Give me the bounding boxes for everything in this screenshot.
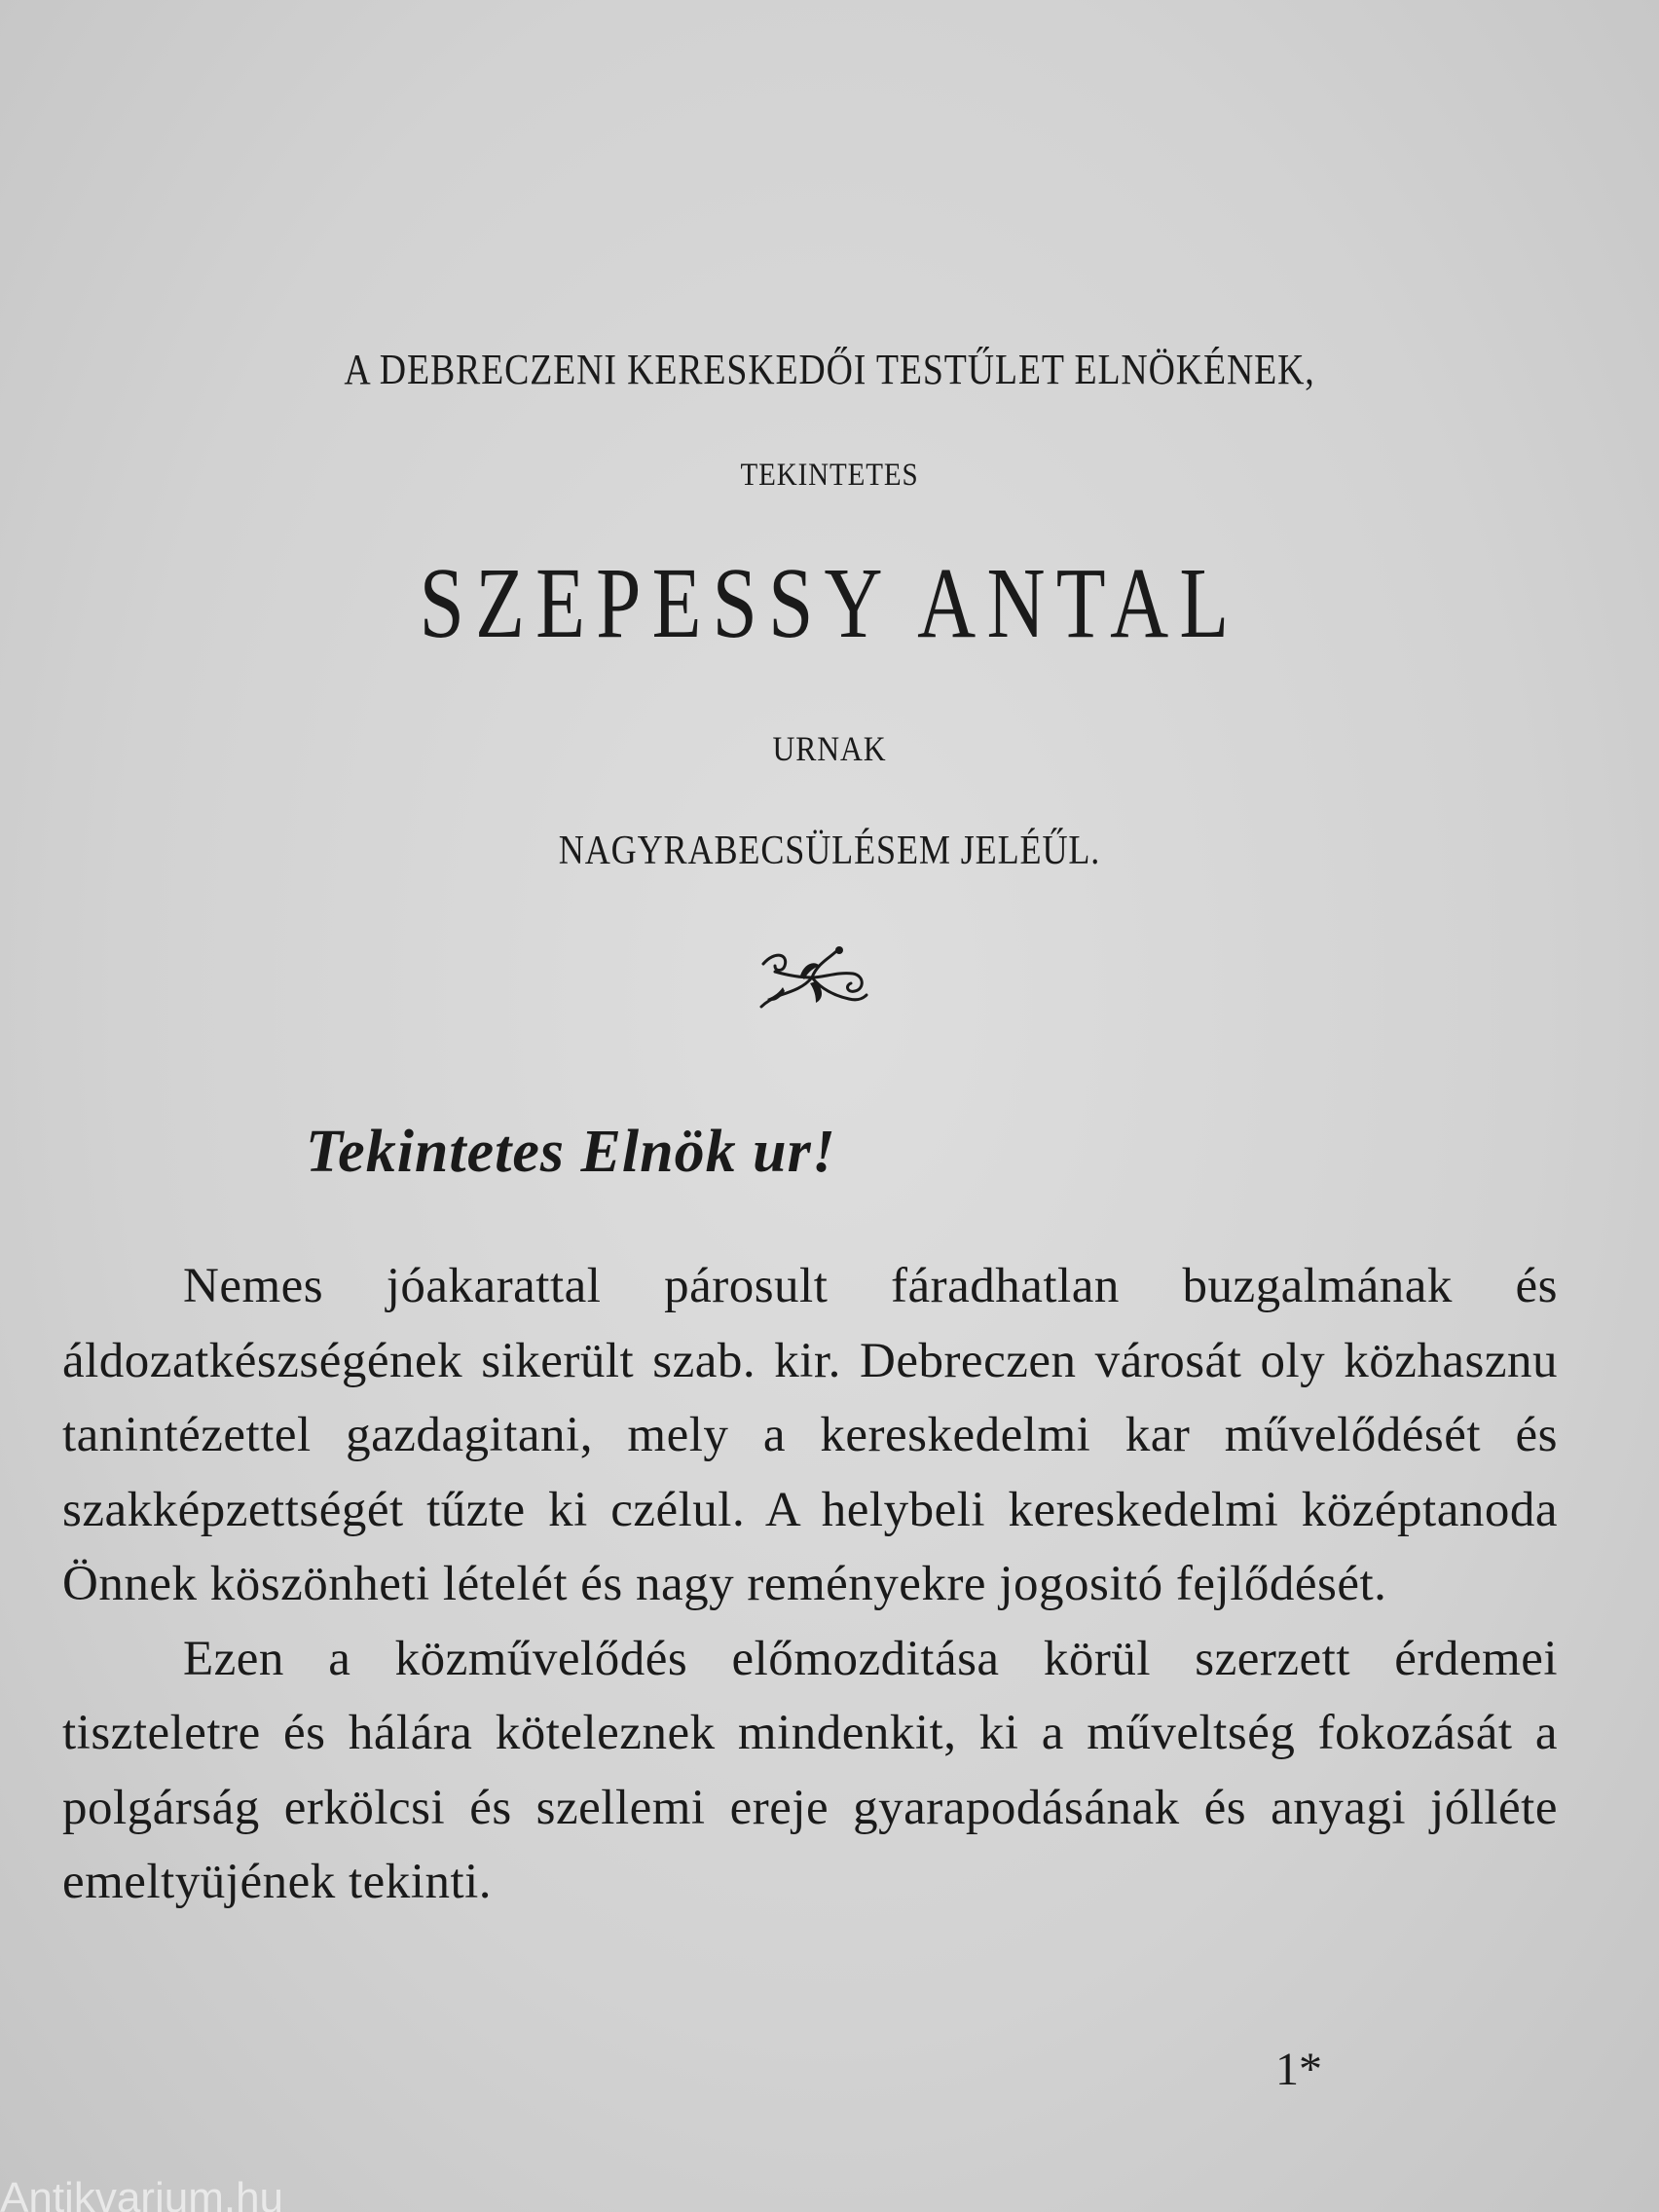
dedication-honorific: TEKINTETES [740, 458, 919, 493]
watermark: Antikvarium.hu [0, 2177, 284, 2212]
dedication-urnak: URNAK [772, 729, 887, 768]
dedication-name: SZEPESSY ANTAL [419, 547, 1240, 659]
page-number: 1* [1275, 2044, 1322, 2095]
paragraph-2: Ezen a közművelődés előmozditása körül szerzett érdemei tiszteletre és hálára köteleznek mindenkit, ki a műveltség fokozását a polgárság erkölcsi és szellemi ereje gyarapodásának és anyagi jólléte emeltyüjének tekinti. [62, 1631, 1558, 1909]
salutation: Tekintetes Elnök ur! [306, 1119, 836, 1185]
dedication-recipient-title: A DEBRECZENI KERESKEDŐI TESTŰLET ELNÖKÉNEK, [344, 346, 1315, 393]
paragraph-1: Nemes jóakarattal párosult fáradhatlan buzgalmának és áldozatkészségének sikerült szab. kir. Debreczen városát oly közhasznu tanintézettel gazdagitani, mely a kereskedelmi kar művelődését és szakképzettségét tűzte ki czélul. A helybeli kereskedelmi középtanoda Önnek köszönheti lételét és nagy reményekre jogositó fejlődését. [62, 1259, 1558, 1611]
floral-ornament-icon [756, 942, 872, 1011]
letter-body [62, 1249, 1558, 1920]
dedication-closing: NAGYRABECSÜLÉSEM JELÉŰL. [558, 829, 1101, 873]
